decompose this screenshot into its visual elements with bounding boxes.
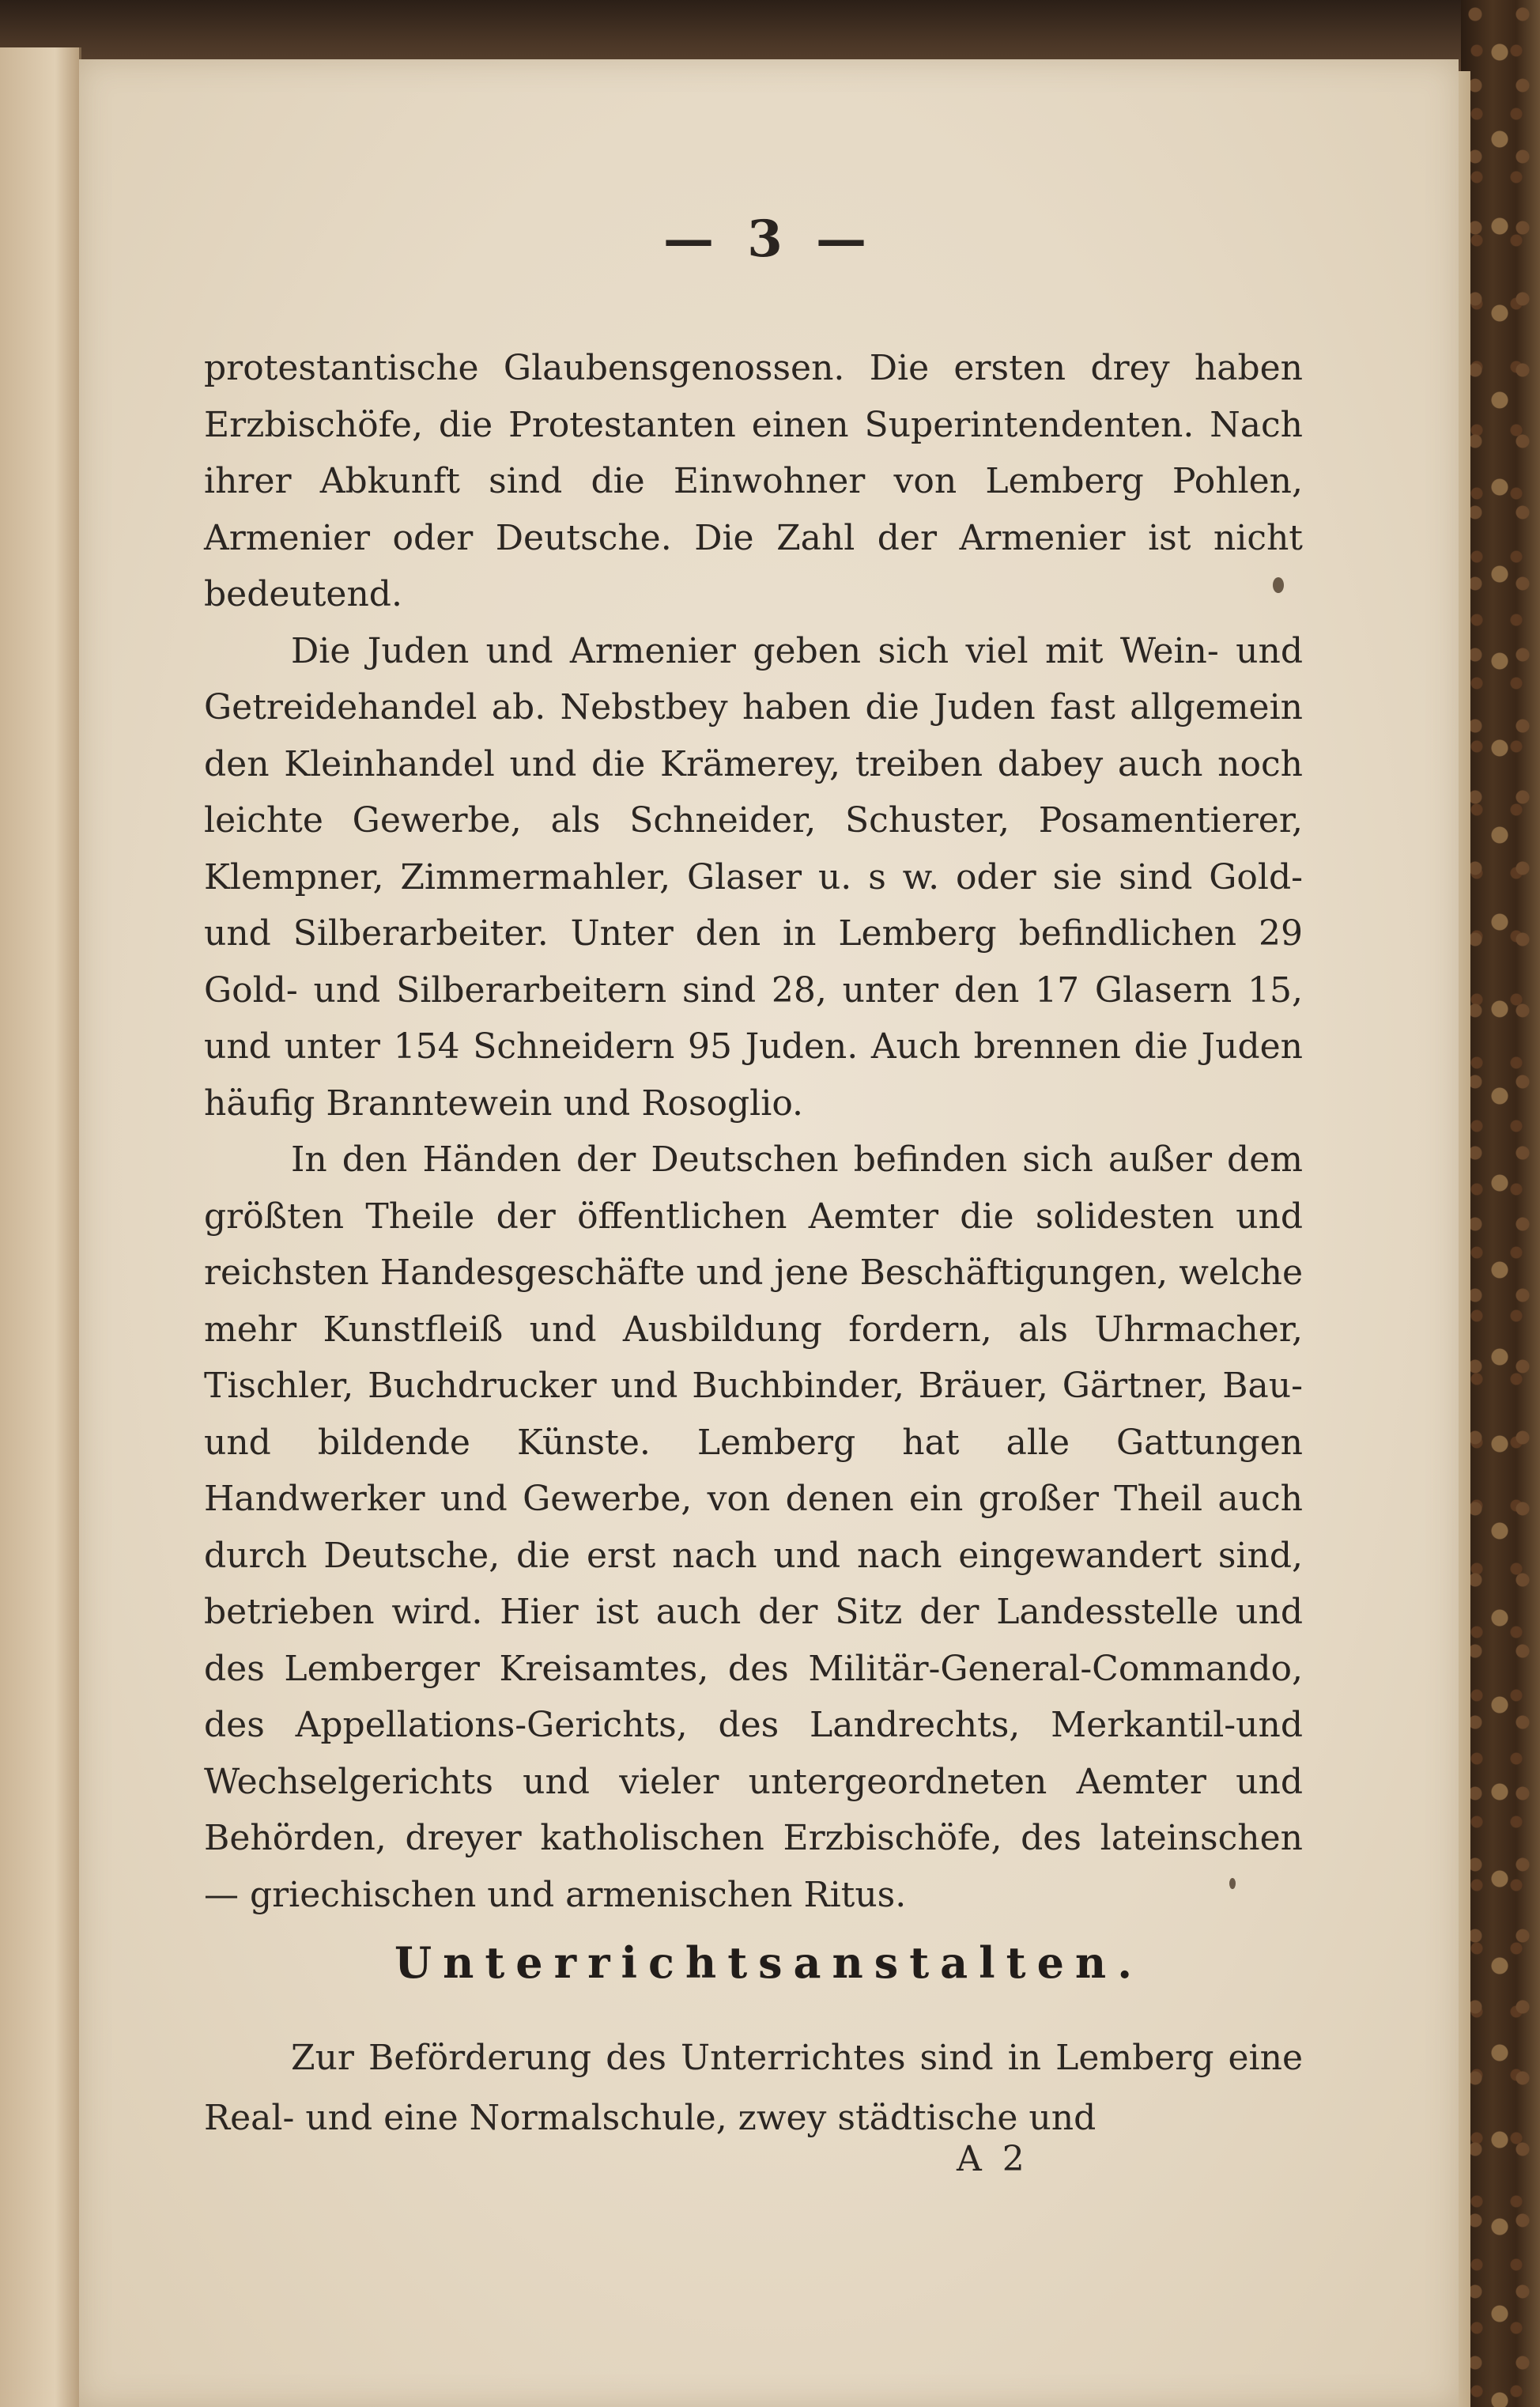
book-cover-edge: [1461, 0, 1540, 2407]
section-body: [204, 2028, 1303, 2148]
book-page: [79, 59, 1459, 2407]
paragraph-3: In den Händen der Deutschen befinden sich außer dem größten Theile der öffentlichen Aemter die solidesten und reichsten Handesgeschäfte und jene Beschäftigungen, welche mehr Kunstfleiß und Ausbildung fordern, als Uhrmacher, Tischler, Buchdrucker und Buchbinder, Bräuer, Gärtner, Bau- und bildende Künste. Lemberg hat alle Gattungen Handwerker und Gewerbe, von denen ein großer Theil auch durch Deutsche, die erst nach und nach eingewandert sind, betrieben wird. Hier ist auch der Sitz der Landesstelle und des Lemberger Kreisamtes, des Militär-General-Commando, des Appellations-Gerichts, des Landrechts, Merkantil-und Wechselgerichts und vieler untergeordneten Aemter und Behörden, dreyer katholischen Erzbischöfe, des lateinschen — griechischen und armenischen Ritus.: [204, 1139, 1303, 1915]
section-paragraph: Zur Beförderung des Unterrichtes sind in Lemberg eine Real- und eine Normalschule, zwey städtische und: [204, 2038, 1303, 2138]
paragraph-2: Die Juden und Armenier geben sich viel mit Wein- und Getreidehandel ab. Nebstbey haben die Juden fast allgemein den Kleinhandel und die Krämerey, treiben dabey auch noch leichte Gewerbe, als Schneider, Schuster, Posamentierer, Klempner, Zimmermahler, Glaser u. s w. oder sie sind Gold- und Silberarbeiter. Unter den in Lemberg befindlichen 29 Gold- und Silberarbeitern sind 28, unter den 17 Glasern 15, und unter 154 Schneidern 95 Juden. Auch brennen die Juden häufig Branntewein und Rosoglio.: [204, 630, 1303, 1124]
body-text: [204, 340, 1303, 1923]
section-heading: Unterrichtsanstalten.: [394, 1937, 1143, 1988]
page-number: — 3 —: [662, 210, 875, 269]
paper-speck: [1229, 1878, 1236, 1889]
paragraph-1: protestantische Glaubensgenossen. Die ersten drey haben Erzbischöfe, die Protestanten einen Superintendenten. Nach ihrer Abkunft sind die Einwohner von Lemberg Pohlen, Armenier oder Deutsche. Die Zahl der Armenier ist nicht bedeutend.: [204, 348, 1303, 614]
signature-mark: A 2: [957, 2139, 1029, 2179]
paper-speck: [1273, 577, 1284, 593]
facing-page-edge: [0, 47, 81, 2407]
